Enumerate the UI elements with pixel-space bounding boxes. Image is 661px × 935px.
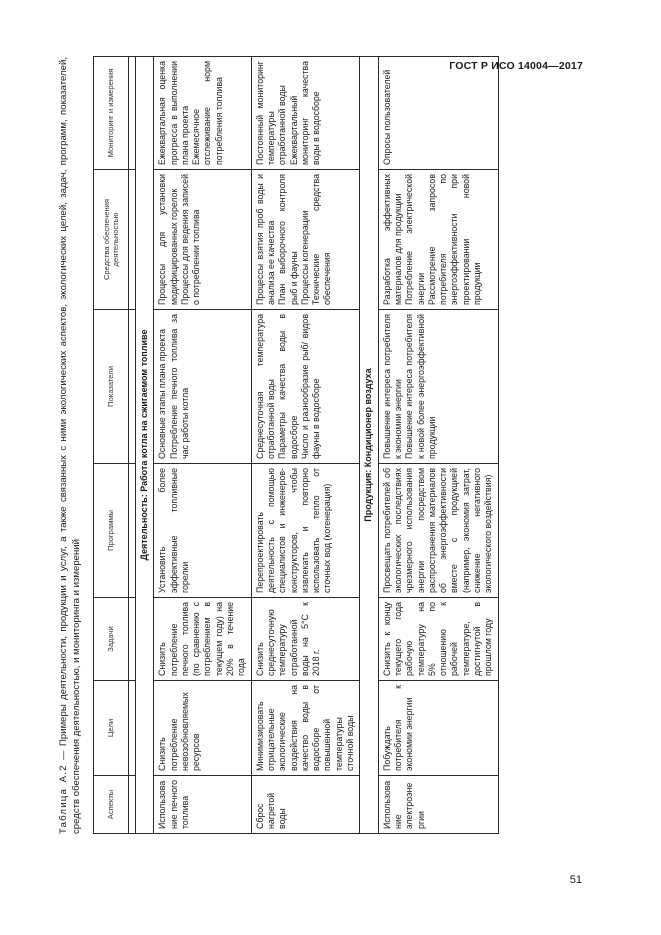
col-header-aspects: Аспекты: [94, 776, 129, 834]
indicator-item: Параметры качества воды в водосборе: [277, 314, 299, 459]
monitoring-item: Ежеквартальная оценка прогресса в выполнении плана проекта: [157, 61, 190, 165]
indicator-item: Среднесуточная температура отработанной воды: [254, 314, 276, 459]
rotated-table-page: [56, 57, 607, 834]
monitoring-item: Постоянный мониторинг температуры отработанной воды: [254, 61, 288, 165]
means-item: Процессы взятия проб воды и анализа ее качества: [254, 174, 276, 305]
monitoring-item: Опросы пользователей: [381, 69, 392, 165]
section-title: Продукция: Кондиционер воздуха: [360, 57, 378, 834]
cell-indicators: [251, 310, 360, 464]
means-item: Процессы когенерации: [299, 210, 310, 305]
col-header-means: Средства обеспечения деятельностью: [94, 170, 129, 310]
cell-program: Установить более эффективные топливные горелки: [154, 464, 251, 598]
page-number: 51: [569, 874, 582, 886]
section-row: [136, 57, 154, 834]
cell-monitoring: [378, 57, 498, 170]
cell-monitoring: [154, 57, 251, 170]
monitoring-item: Ежеквартальный мониторинг качества воды в водосборе: [288, 61, 322, 165]
monitoring-item: Ежемесячное отслеживание норм потребления топлива: [191, 61, 224, 165]
means-item: Процессы для ведения записей о потреблении топлива: [179, 174, 202, 305]
col-header-programs: Программы: [94, 464, 129, 598]
table-header-row: [94, 57, 129, 834]
means-item: Технические средства обеспечения: [311, 174, 333, 305]
table-spacer-row: [129, 57, 136, 834]
table-caption-text: — Примеры деятельности, продукции и услуг, а также связанных с ними экологических аспектов, экологических целей, задач, программ, показателей, средств обеспечения деятельностью, и мониторинга и измерений: [58, 57, 82, 834]
examples-table: [93, 56, 499, 834]
cell-program: Просвещать потребителей об экологических последствиях чрезмерного использования энергии посредством распространения материалов об энергоэффективности вместе с продукцией (например, экономия затрат, снижение негативного экологического воздействия): [378, 464, 498, 598]
indicator-item: Основные этапы плана проекта: [157, 328, 168, 459]
cell-aspect: Сброс нагретой воды: [251, 776, 360, 834]
cell-aspect: Использование электроэнергии: [378, 776, 498, 834]
section-row: [360, 57, 378, 834]
means-item: Потребление электрической энергии: [404, 174, 426, 305]
cell-indicators: [154, 310, 251, 464]
section-title: Деятельность: Работа котла на сжигаемом топливе: [136, 57, 154, 834]
table-row: [154, 57, 251, 834]
cell-goal: Побуждать потребителя к экономии энергии: [378, 681, 498, 776]
document-header: ГОСТ Р ИСО 14004—2017: [449, 60, 583, 72]
indicator-item: Потребление печного топлива за час работы котла: [168, 314, 190, 459]
means-item: Рассмотрение запросов потребителя по энергоэффективности при проектировании новой продукции: [426, 174, 483, 305]
col-header-tasks: Задачи: [94, 598, 129, 681]
cell-means: [154, 170, 251, 310]
col-header-monitoring: Мониторинг и измерения: [94, 57, 129, 170]
cell-goal: Минимизировать отрицательные экологические воздействия на качество воды в водосборе от повышенной температуры сточной воды: [251, 681, 360, 776]
cell-goal: Снизить потребление невозобновляемых ресурсов: [154, 681, 251, 776]
indicator-item: Повышение интереса потребителя к новой более энергоэффективной продукции: [404, 314, 437, 459]
table-row: [378, 57, 498, 834]
cell-means: [251, 170, 360, 310]
cell-indicators: [378, 310, 498, 464]
indicator-item: Число и разнообразие рыб/ видов фауны в водосборе: [299, 314, 322, 459]
col-header-indicators: Показатели: [94, 310, 129, 464]
table-caption: [56, 57, 88, 834]
cell-means: [378, 170, 498, 310]
cell-program: Перепроектировать деятельность с помощью специалистов и инженеров-конструкторов, чтобы извлекать и повторно использовать тепло от сточных вод (когенерация): [251, 464, 360, 598]
table-caption-lead: Таблица А.2: [58, 764, 69, 834]
means-item: Процессы для установки модифицированных горелок: [157, 174, 179, 305]
cell-aspect: Использование печного топлива: [154, 776, 251, 834]
cell-monitoring: [251, 57, 360, 170]
cell-task: Снизить к концу текущего года рабочую температуру на 5% по отношению к рабочей температуре, достигнутой в прошлом году: [378, 598, 498, 681]
col-header-goals: Цели: [94, 681, 129, 776]
means-item: План выборочного контроля рыб и фауны: [277, 174, 299, 305]
indicator-item: Повышение интереса потребителя к экономии энергии: [381, 314, 403, 459]
cell-task: Снизить потребление печного топлива (по сравнению с потреблением в текущем году) на 20% в течение года: [154, 598, 251, 681]
table-row: [251, 57, 360, 834]
means-item: Разработка эффективных материалов для продукции: [381, 174, 403, 305]
cell-task: Снизить среднесуточную температуру отработанной воды на 5°С к 2018 г.: [251, 598, 360, 681]
